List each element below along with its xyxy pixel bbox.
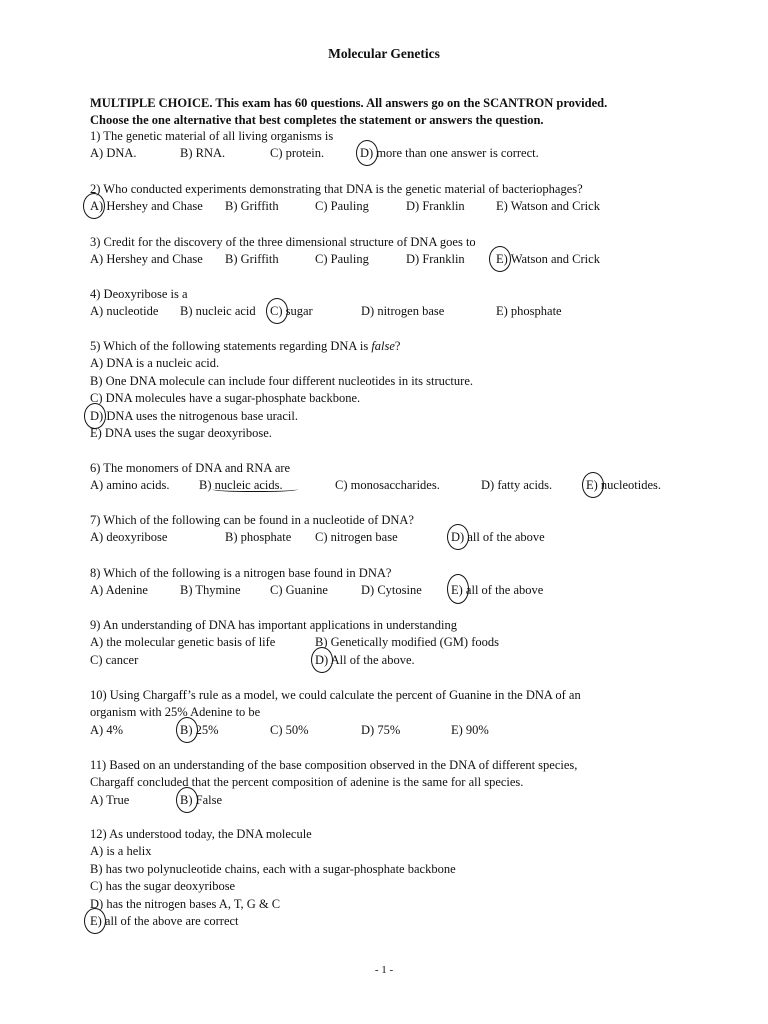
- option-c: C) protein.: [270, 146, 325, 161]
- option-e: E) all of the above are correct: [90, 913, 730, 930]
- options-row: [90, 145, 730, 162]
- option-c: C) Guanine: [270, 583, 328, 598]
- option-b: B) Thymine: [180, 583, 241, 598]
- option-c: C) cancer: [90, 652, 139, 667]
- options-row: [90, 477, 730, 494]
- option-e: E) 90%: [451, 722, 489, 737]
- question-12: [90, 826, 730, 930]
- option-e: E) all of the above: [451, 583, 544, 598]
- option-c: C) monosaccharides.: [335, 478, 440, 493]
- question-11: [90, 757, 730, 809]
- options-row: [90, 251, 730, 268]
- instructions: [90, 95, 730, 129]
- instructions-line-1: MULTIPLE CHOICE. This exam has 60 questions. All answers go on the SCANTRON provided.: [90, 96, 608, 110]
- option-d: D) nitrogen base: [361, 304, 445, 319]
- option-d: D) has the nitrogen bases A, T, G & C: [90, 896, 281, 911]
- question-9: [90, 617, 730, 669]
- option-c: C) nitrogen base: [315, 530, 398, 545]
- question-stem-line-1: 11) Based on an understanding of the base composition observed in the DNA of different species,: [90, 758, 578, 772]
- question-stem: 9) An understanding of DNA has important applications in understanding: [90, 618, 457, 632]
- option-a: A) nucleotide: [90, 304, 159, 319]
- page-number: - 1 -: [374, 964, 394, 976]
- option-e: E) Watson and Crick: [496, 252, 600, 267]
- question-stem: 7) Which of the following can be found in a nucleotide of DNA?: [90, 513, 414, 527]
- option-b: B) nucleic acid: [180, 304, 256, 319]
- answer-circle-mark: [176, 717, 198, 743]
- question-3: [90, 234, 730, 269]
- options-row: [90, 198, 730, 215]
- question-stem-line-1: 10) Using Chargaff’s rule as a model, we could calculate the percent of Guanine in the DNA of an: [90, 688, 581, 702]
- page-title: Molecular Genetics: [328, 46, 440, 61]
- option-a: A) amino acids.: [90, 478, 170, 493]
- question-stem: 4) Deoxyribose is a: [90, 287, 188, 301]
- option-b: B) nucleic acids.: [199, 478, 283, 493]
- option-a: A) deoxyribose: [90, 530, 168, 545]
- handwritten-underline-mark: [212, 485, 298, 492]
- emphasis-false: false: [371, 339, 395, 353]
- option-e: E) nucleotides.: [586, 478, 661, 493]
- option-c: C) DNA molecules have a sugar-phosphate backbone.: [90, 391, 361, 406]
- question-stem: 12) As understood today, the DNA molecule: [90, 827, 312, 841]
- option-d: D) fatty acids.: [481, 478, 553, 493]
- options-row: [90, 792, 730, 809]
- option-b: B) Genetically modified (GM) foods: [315, 635, 499, 650]
- answer-circle-mark: [311, 647, 333, 673]
- option-b: B) Griffith: [225, 252, 279, 267]
- option-c: C) has the sugar deoxyribose: [90, 879, 236, 894]
- question-stem: 2) Who conducted experiments demonstrating that DNA is the genetic material of bacteriophages?: [90, 182, 583, 196]
- option-b: B) RNA.: [180, 146, 226, 161]
- options-row: [90, 722, 730, 739]
- option-a: A) is a helix: [90, 844, 152, 859]
- option-d: D) DNA uses the nitrogenous base uracil.: [90, 408, 730, 425]
- answer-circle-mark: [84, 908, 106, 934]
- answer-circle-mark: [447, 574, 469, 604]
- option-d: D) Franklin: [406, 199, 465, 214]
- option-c: C) 50%: [270, 722, 309, 737]
- option-d: D) 75%: [361, 722, 401, 737]
- option-a: A) True: [90, 792, 130, 807]
- question-4: [90, 286, 730, 321]
- option-a: A) DNA.: [90, 146, 137, 161]
- option-a: A) Adenine: [90, 583, 148, 598]
- option-e: E) phosphate: [496, 304, 562, 319]
- question-5: [90, 338, 730, 442]
- option-e: E) DNA uses the sugar deoxyribose.: [90, 425, 272, 440]
- options-row: [90, 303, 730, 320]
- option-d: D) more than one answer is correct.: [360, 146, 539, 161]
- option-b: B) has two polynucleotide chains, each with a sugar-phosphate backbone: [90, 861, 456, 876]
- question-stem: 6) The monomers of DNA and RNA are: [90, 461, 291, 475]
- question-1: [90, 128, 730, 163]
- option-c: C) sugar: [270, 304, 313, 319]
- option-b: B) False: [180, 792, 223, 807]
- question-stem: 1) The genetic material of all living organisms is: [90, 129, 334, 143]
- answer-circle-mark: [176, 787, 198, 813]
- option-b: B) One DNA molecule can include four different nucleotides in its structure.: [90, 373, 473, 388]
- option-e: E) Watson and Crick: [496, 199, 600, 214]
- option-a: A) the molecular genetic basis of life: [90, 635, 276, 650]
- option-b: B) 25%: [180, 722, 219, 737]
- option-b: B) phosphate: [225, 530, 292, 545]
- options-row-2: [90, 652, 730, 669]
- option-b: B) Griffith: [225, 199, 279, 214]
- options-row: [90, 529, 730, 546]
- question-8: [90, 565, 730, 600]
- option-d: D) Franklin: [406, 252, 465, 267]
- instructions-line-2: Choose the one alternative that best completes the statement or answers the question.: [90, 113, 544, 127]
- option-a: A) Hershey and Chase: [90, 199, 203, 214]
- question-stem: 8) Which of the following is a nitrogen base found in DNA?: [90, 566, 392, 580]
- option-d: D) All of the above.: [315, 652, 415, 667]
- question-7: [90, 512, 730, 547]
- option-d: D) Cytosine: [361, 583, 422, 598]
- question-stem: 5) Which of the following statements regarding DNA is false?: [90, 339, 401, 353]
- question-2: [90, 181, 730, 216]
- option-c: C) Pauling: [315, 199, 369, 214]
- question-stem-line-2: Chargaff concluded that the percent composition of adenine is the same for all species.: [90, 775, 524, 790]
- options-row: [90, 582, 730, 599]
- question-6: [90, 460, 730, 495]
- question-stem-line-2: organism with 25% Adenine to be: [90, 705, 261, 720]
- option-d: D) all of the above: [451, 530, 545, 545]
- question-10: [90, 687, 730, 739]
- option-a: A) Hershey and Chase: [90, 252, 203, 267]
- question-stem: 3) Credit for the discovery of the three dimensional structure of DNA goes to: [90, 235, 476, 249]
- option-c: C) Pauling: [315, 252, 369, 267]
- option-a: A) 4%: [90, 722, 123, 737]
- options-row-1: [90, 634, 730, 651]
- option-a: A) DNA is a nucleic acid.: [90, 356, 220, 371]
